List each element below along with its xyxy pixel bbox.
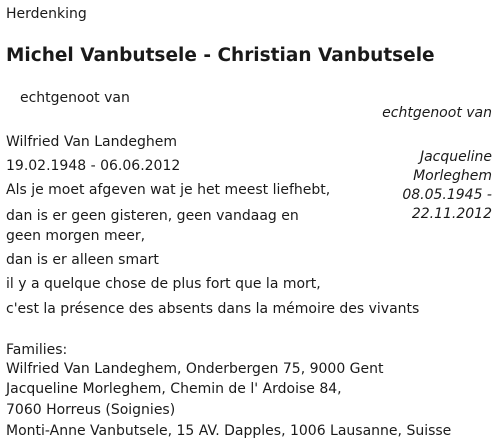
poem-line-1: Als je moet afgeven wat je het meest liefhebt, <box>6 182 331 198</box>
category-label: Herdenking <box>6 6 87 22</box>
families-label: Families: <box>6 342 68 358</box>
poem-line-5: c'est la présence des absents dans la mémoire des vivants <box>6 301 420 317</box>
poem-line-4: il y a quelque chose de plus fort que la mort, <box>6 276 321 292</box>
spouse-label-right: echtgenoot van <box>382 105 492 121</box>
dates-left: 19.02.1948 - 06.06.2012 <box>6 158 181 174</box>
date-end-right: 22.11.2012 <box>411 206 492 222</box>
poem-line-3: dan is er alleen smart <box>6 252 159 268</box>
date-start-right: 08.05.1945 - <box>402 187 492 203</box>
page-title: Michel Vanbutsele - Christian Vanbutsele <box>6 45 435 66</box>
spouse-first-right: Jacqueline <box>419 149 492 165</box>
spouse-label-left: echtgenoot van <box>20 90 130 106</box>
family-line-2: Jacqueline Morleghem, Chemin de l' Ardoise 84, <box>6 381 342 397</box>
family-line-1: Wilfried Van Landeghem, Onderbergen 75, 9000 Gent <box>6 361 384 377</box>
spouse-last-right: Morleghem <box>413 168 492 184</box>
family-line-4: Monti-Anne Vanbutsele, 15 AV. Dapples, 1006 Lausanne, Suisse <box>6 423 452 439</box>
poem-line-2: dan is er geen gisteren, geen vandaag en geen morgen meer, <box>6 208 299 244</box>
family-line-3: 7060 Horreus (Soignies) <box>6 402 176 418</box>
spouse-name-left: Wilfried Van Landeghem <box>6 134 177 150</box>
